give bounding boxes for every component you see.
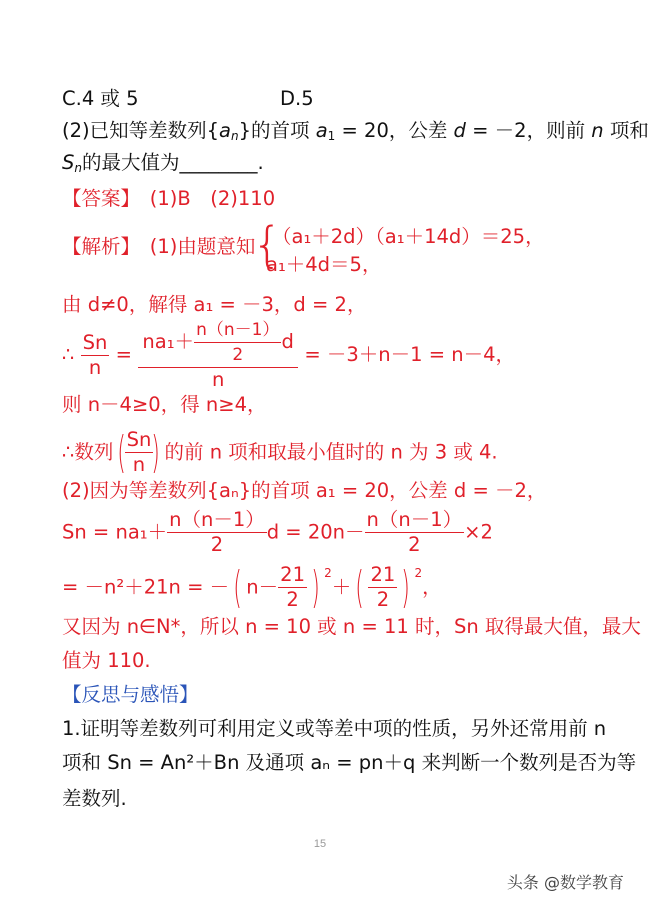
solution-line-6: ∴数列( $\frac{Sn}{n}$ ) 的前 n 项和取最小值时的 n 为 3 或 4. [62,426,498,478]
reflection-heading: 【反思与感悟】 [62,683,199,706]
solution-line-10: 又因为 n∈N*，所以 n = 10 或 n = 11 时，Sn 取得最大值，最大 [62,615,641,638]
page-number: 15 [313,838,327,850]
analysis-line: 【解析】 (1)由题意知 [62,235,256,258]
solution-line-3: 由 d≠0，解得 a₁ = －3，d = 2， [62,293,367,316]
answer-line [62,186,275,212]
question-2-line-2: $S_n$的最大值为________. [62,151,264,175]
solution-line-9: = －n²＋21n = －( n－ $\frac{21}{2}$ ) $^2$＋( $\frac{21}{2}$ ) $^2$， [62,561,442,613]
solution-line-11: 值为 110. [62,649,151,672]
answer-label: 【答案】 [62,187,131,210]
solution-line-8: Sn = na₁＋ $\frac{n(n-1)}{2}$ d = 20n－ $\frac{n(n-1)}{2}$ ×2 [62,508,493,556]
analysis-label: 【解析】 [62,235,131,258]
reflection-line-3: 差数列. [62,787,127,810]
system-equation-2: a₁＋4d＝5， [266,253,382,276]
complex-fraction: na₁＋ $\frac{n(n-1)}{2}$ d n [138,318,298,392]
option-d: D.5 [280,87,314,110]
question-2-line-1: (2)已知等差数列$\{a_n\}$的首项 $a_1 = 20$，公差 d = －2，则前 n 项和 [62,119,649,143]
reflection-line-1: 1.证明等差数列可利用定义或等差中项的性质，另外还常用前 n [62,717,607,740]
system-equation-1: （a₁＋2d）（a₁＋14d）＝25， [272,225,545,248]
answer-text: (1)B (2)110 [149,187,276,210]
solution-line-5: 则 n－4≥0，得 n≥4， [62,393,267,416]
option-c: C.4 或 5 [62,87,139,110]
sn-over-n-fraction: $\frac{Sn}{n}$ [82,330,108,379]
solution-line-4: ∴ $\frac{Sn}{n}$ = na₁＋ $\frac{n(n-1)}{2}$ d n = －3＋n－1 = n－4， [62,320,516,391]
solution-line-7: (2)因为等差数列{aₙ}的首项 a₁ = 20，公差 d = －2， [62,479,547,502]
system-brace: { [252,217,283,273]
reflection-line-2: 项和 Sn = An²＋Bn 及通项 aₙ = pn＋q 来判断一个数列是否为等 [62,751,637,774]
sequence-fraction: $\frac{Sn}{n}$ [126,428,152,476]
watermark: 头条 @数学教育 [506,873,624,892]
